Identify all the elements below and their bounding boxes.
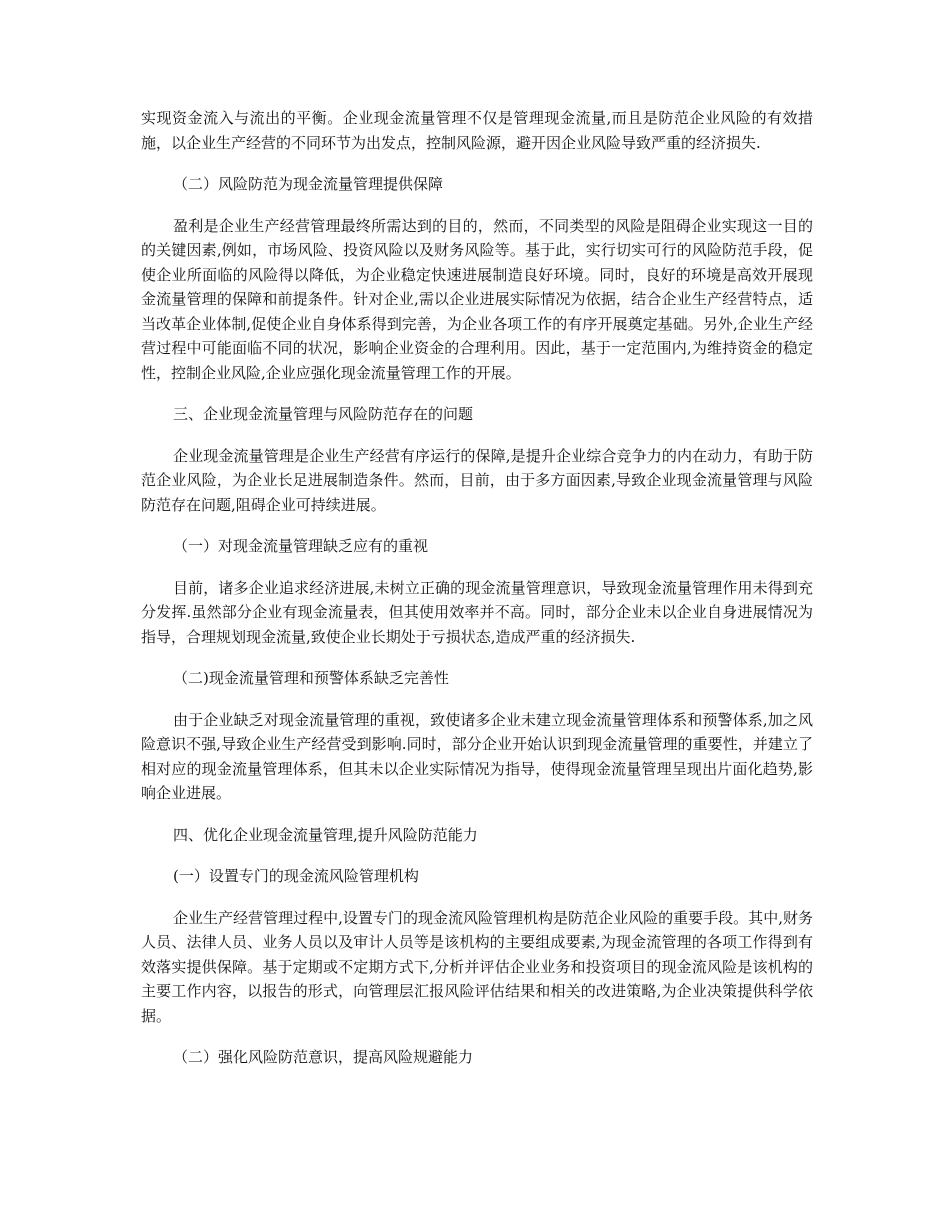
section-heading-warning-system: （二)现金流量管理和预警体系缺乏完善性: [173, 669, 449, 687]
paragraph-cash-balance: 实现资金流入与流出的平衡。企业现金流量管理不仅是管理现金流量,而且是防范企业风险的有效措施，以企业生产经营的不同环节为出发点，控制风险源，避开因企业风险导致严重的经济损失.: [141, 109, 813, 152]
section-heading-risk-agency: (一）设置专门的现金流风险管理机构: [173, 867, 419, 885]
section-heading-lack-of-attention: （一）对现金流量管理缺乏应有的重视: [173, 537, 429, 555]
section-heading-optimization: 四、优化企业现金流量管理,提升风险防范能力: [173, 825, 478, 844]
paragraph-lack-of-attention: 目前，诸多企业追求经济进展,未树立正确的现金流量管理意识，导致现金流量管理作用未得到充分发挥.虽然部分企业有现金流量表，但其使用效率并不高。同时，部分企业未以企业自身进展情况为指导，合理规划现金流量,致使企业长期处于亏损状态,造成严重的经济损失.: [141, 578, 813, 646]
paragraph-warning-system: 由于企业缺乏对现金流量管理的重视，致使诸多企业未建立现金流量管理体系和预警体系,加之风险意识不强,导致企业生产经营受到影响.同时，部分企业开始认识到现金流量管理的重要性，并建立了相对应的现金流量管理体系，但其未以企业实际情况为指导，使得现金流量管理呈现出片面化趋势,影响企业进展。: [141, 710, 813, 802]
paragraph-profit-risk: 盈利是企业生产经营管理最终所需达到的目的，然而，不同类型的风险是阻碍企业实现这一目的的关键因素,例如，市场风险、投资风险以及财务风险等。基于此，实行切实可行的风险防范手段，促使企业所面临的风险得以降低，为企业稳定快速进展制造良好环境。同时，良好的环境是高效开展现金流量管理的保障和前提条件。针对企业,需以企业进展实际情况为依据，结合企业生产经营特点，适当改革企业体制,促使企业自身体系得到完善，为企业各项工作的有序开展奠定基础。另外,企业生产经营过程中可能面临不同的状况，影响企业资金的合理利用。因此，基于一定范围内,为维持资金的稳定性，控制企业风险,企业应强化现金流量管理工作的开展。: [141, 216, 813, 382]
section-heading-risk-awareness: （二）强化风险防范意识，提高风险规避能力: [173, 1048, 474, 1066]
paragraph-risk-agency: 企业生产经营管理过程中,设置专门的现金流风险管理机构是防范企业风险的重要手段。其中,财务人员、法律人员、业务人员以及审计人员等是该机构的主要组成要素,为现金流管理的各项工作得到有效落实提供保障。基于定期或不定期方式下,分析并评估企业业务和投资项目的现金流风险是该机构的主要工作内容，以报告的形式，向管理层汇报风险评估结果和相关的改进策略,为企业决策提供科学依据。: [141, 908, 813, 1025]
paragraph-problems-intro: 企业现金流量管理是企业生产经营有序运行的保障,是提升企业综合竞争力的内在动力，有助于防范企业风险，为企业长足进展制造条件。然而，目前，由于多方面因素,导致企业现金流量管理与风险防范存在问题,阻碍企业可持续进展。: [141, 446, 813, 514]
document-body: [141, 106, 813, 1087]
section-heading-existing-problems: 三、企业现金流量管理与风险防范存在的问题: [173, 405, 474, 423]
section-heading-risk-prevention-guarantee: （二）风险防范为现金流量管理提供保障: [173, 175, 444, 193]
